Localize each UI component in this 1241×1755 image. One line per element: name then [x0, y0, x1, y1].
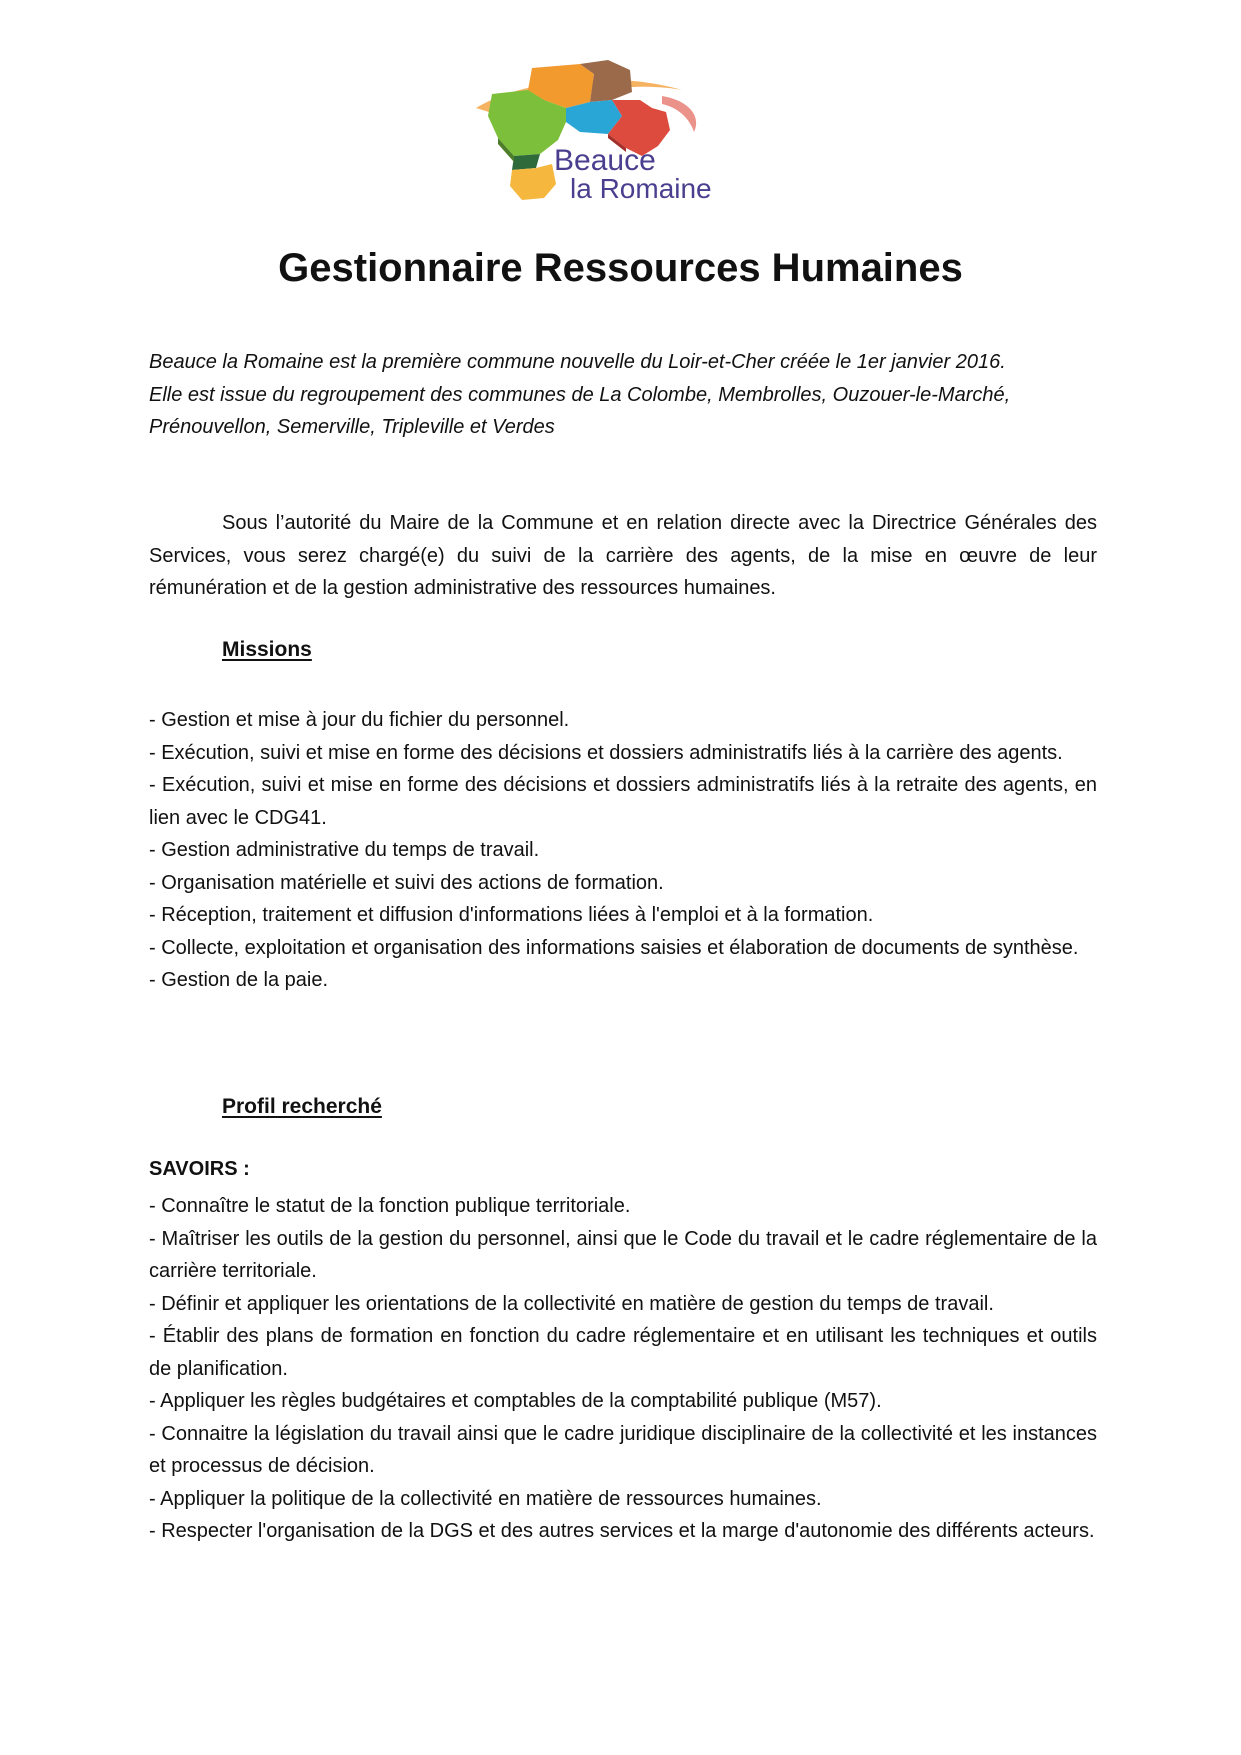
list-item: - Réception, traitement et diffusion d'informations liées à l'emploi et à la formation.: [149, 904, 874, 926]
list-item: - Exécution, suivi et mise en forme des décisions et dossiers administratifs liés à la carrière des agents.: [149, 741, 1063, 764]
list-item: - Définir et appliquer les orientations de la collectivité en matière de gestion du temps de travail.: [149, 1292, 994, 1315]
logo-line1: Beauce: [554, 144, 656, 177]
list-item: - Appliquer les règles budgétaires et comptables de la comptabilité publique (M57).: [149, 1390, 882, 1412]
list-item: - Gestion administrative du temps de travail.: [149, 839, 540, 861]
list-item: - Connaitre la législation du travail ainsi que le cadre juridique disciplinaire de la collectivité et les instances et processus de décision.: [149, 1422, 1097, 1477]
list-item: - Exécution, suivi et mise en forme des décisions et dossiers administratifs liés à la retraite des agents, en lien avec le CDG41.: [149, 774, 1097, 829]
list-item: - Maîtriser les outils de la gestion du personnel, ainsi que le Code du travail et le cadre réglementaire de la carrière territoriale.: [149, 1227, 1097, 1282]
list-item: - Établir des plans de formation en fonction du cadre réglementaire et en utilisant les techniques et outils de planification.: [149, 1325, 1097, 1380]
logo-map-icon: [462, 60, 730, 206]
list-item: - Organisation matérielle et suivi des actions de formation.: [149, 871, 664, 894]
intro-paragraph: [149, 346, 1097, 444]
page-title: Gestionnaire Ressources Humaines: [278, 246, 963, 290]
missions-heading: Missions: [222, 638, 312, 661]
list-item: - Collecte, exploitation et organisation des informations saisies et élaboration de documents de synthèse.: [149, 936, 1079, 959]
missions-list: [149, 704, 1097, 997]
intro-line: Beauce la Romaine est la première commune nouvelle du Loir-et-Cher créée le 1er janvier 2016.: [149, 351, 1006, 373]
intro-line: Elle est issue du regroupement des communes de La Colombe, Membrolles, Ouzouer-le-Marché,: [149, 383, 1011, 406]
profil-heading: Profil recherché: [222, 1095, 382, 1118]
intro-line: Prénouvellon, Semerville, Tripleville et Verdes: [149, 416, 555, 438]
list-item: - Appliquer la politique de la collectivité en matière de ressources humaines.: [149, 1487, 822, 1510]
lead-paragraph: Sous l’autorité du Maire de la Commune et en relation directe avec la Directrice Générales des Services, vous serez chargé(e) du suivi de la carrière des agents, de la mise en œuvre de leur rémunération et de la gestion administrative des ressources humaines.: [149, 512, 1097, 599]
list-item: - Respecter l'organisation de la DGS et des autres services et la marge d'autonomie des différents acteurs.: [149, 1520, 1095, 1542]
list-item: - Gestion de la paie.: [149, 969, 328, 991]
logo-line2: la Romaine: [570, 173, 712, 204]
beauce-la-romaine-logo: [462, 60, 730, 206]
list-item: - Gestion et mise à jour du fichier du personnel.: [149, 709, 570, 731]
savoirs-list: [149, 1190, 1097, 1548]
list-item: - Connaître le statut de la fonction publique territoriale.: [149, 1195, 631, 1217]
savoirs-label: SAVOIRS :: [149, 1158, 250, 1180]
